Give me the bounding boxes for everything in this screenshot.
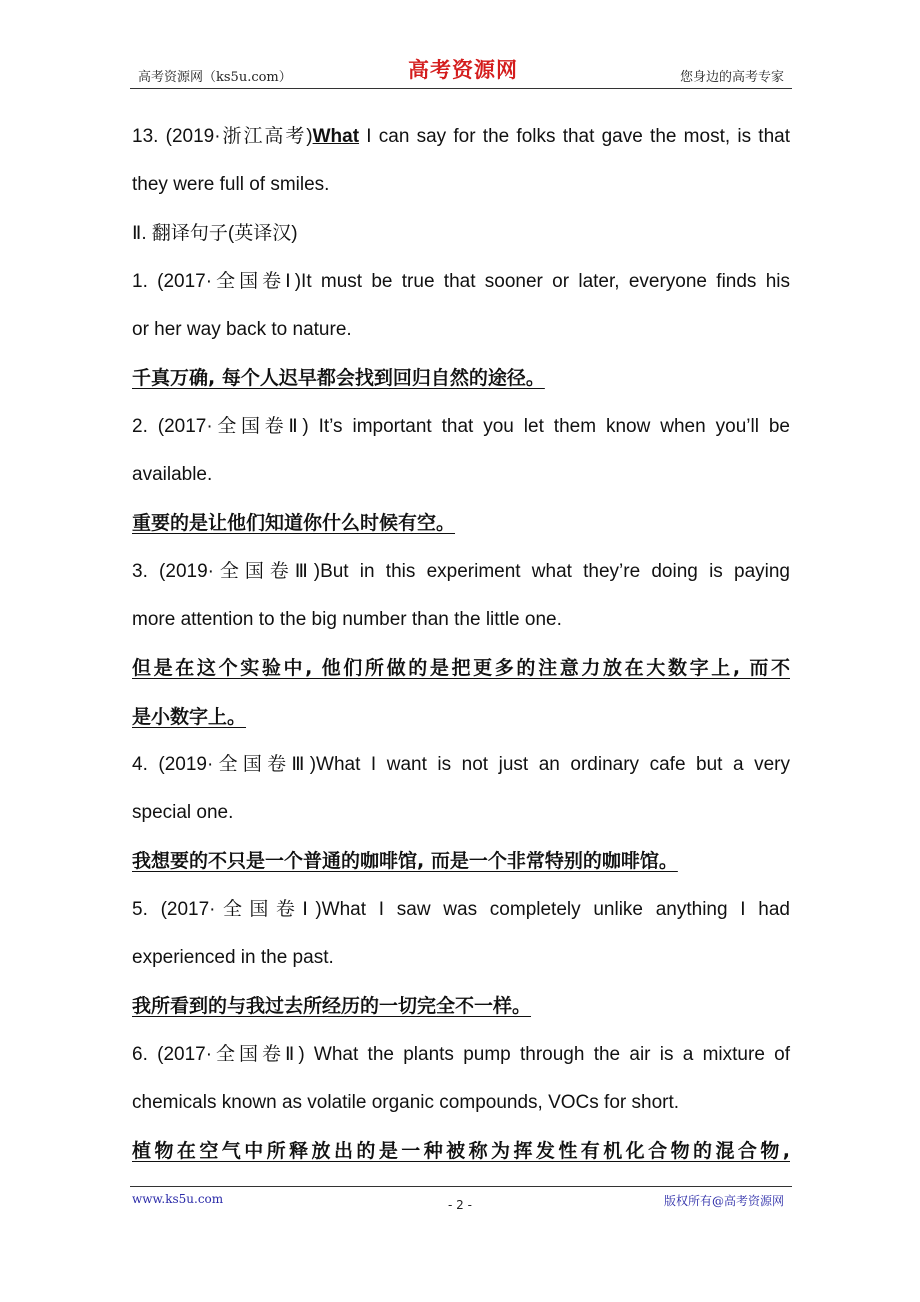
line-text: more attention to the big number than the little one. bbox=[132, 608, 562, 630]
header-slogan: 您身边的高考专家 bbox=[679, 70, 784, 85]
line-text: 2. (2017·全国卷Ⅱ) It’s important that you let them know when you’ll be bbox=[132, 415, 790, 437]
line-text: 1. (2017·全国卷Ⅰ)It must be true that sooner or later, everyone finds his bbox=[132, 270, 790, 292]
text-line bbox=[132, 1031, 790, 1079]
text-line bbox=[132, 548, 790, 596]
text-line bbox=[132, 789, 790, 837]
line-text: or her way back to nature. bbox=[132, 319, 352, 341]
page-number: - 2 - bbox=[448, 1198, 472, 1212]
line-text: Ⅱ. 翻译句子(英译汉) bbox=[132, 222, 298, 244]
text-line bbox=[132, 837, 790, 885]
line-text: special one. bbox=[132, 802, 234, 824]
text-line bbox=[132, 644, 790, 692]
translation-text: 重要的是让他们知道你什么时候有空。 bbox=[132, 512, 456, 535]
translation-text: 但是在这个实验中, 他们所做的是把更多的注意力放在大数字上, 而不 bbox=[132, 657, 790, 680]
translation-text: 植物在空气中所释放出的是一种被称为挥发性有机化合物的混合物, bbox=[132, 1140, 790, 1163]
text-line bbox=[132, 161, 790, 209]
line-text: 3. (2019·全国卷Ⅲ)But in this experiment what they’re doing is paying bbox=[132, 560, 790, 582]
text-line bbox=[132, 499, 790, 547]
footer-website-link[interactable]: www.ks5u.com bbox=[132, 1192, 224, 1206]
text-line bbox=[132, 1079, 790, 1127]
text-line bbox=[132, 982, 790, 1030]
document-body bbox=[132, 113, 790, 1176]
line-text: chemicals known as volatile organic compounds, VOCs for short. bbox=[132, 1091, 680, 1113]
text-line bbox=[132, 306, 790, 354]
text-line bbox=[132, 258, 790, 306]
line-text: experienced in the past. bbox=[132, 947, 334, 969]
header-site-name: 高考资源网（ks5u.com） bbox=[138, 70, 292, 85]
line-text: 5. (2017·全国卷Ⅰ)What I saw was completely unlike anything I had bbox=[132, 898, 790, 920]
translation-text: 我所看到的与我过去所经历的一切完全不一样。 bbox=[132, 995, 532, 1018]
text-line bbox=[132, 741, 790, 789]
text-line bbox=[132, 451, 790, 499]
line-text: available. bbox=[132, 464, 213, 486]
text-line bbox=[132, 113, 790, 161]
text-line bbox=[132, 403, 790, 451]
text-line bbox=[132, 934, 790, 982]
translation-text: 千真万确, 每个人迟早都会找到回归自然的途径。 bbox=[132, 367, 545, 390]
text-line bbox=[132, 1127, 790, 1175]
text-line bbox=[132, 354, 790, 402]
page-header bbox=[130, 54, 792, 89]
line-text: they were full of smiles. bbox=[132, 174, 330, 196]
keyword-text: What bbox=[312, 126, 360, 147]
line-text: 4. (2019·全国卷Ⅲ)What I want is not just an ordinary cafe but a very bbox=[132, 753, 790, 775]
line-text: 6. (2017·全国卷Ⅱ) What the plants pump through the air is a mixture of bbox=[132, 1043, 790, 1065]
text-line bbox=[132, 596, 790, 644]
text-line bbox=[132, 210, 790, 258]
translation-text: 是小数字上。 bbox=[132, 705, 247, 728]
text-line bbox=[132, 886, 790, 934]
line-text: I can say for the folks that gave the most, is that bbox=[359, 126, 790, 147]
header-logo-text: 高考资源网 bbox=[408, 57, 518, 82]
footer-copyright: 版权所有@高考资源网 bbox=[663, 1194, 784, 1208]
line-text: 13. (2019·浙江高考) bbox=[132, 126, 313, 147]
translation-text: 我想要的不只是一个普通的咖啡馆, 而是一个非常特别的咖啡馆。 bbox=[132, 850, 678, 873]
text-line bbox=[132, 693, 790, 741]
page-footer bbox=[130, 1186, 792, 1208]
